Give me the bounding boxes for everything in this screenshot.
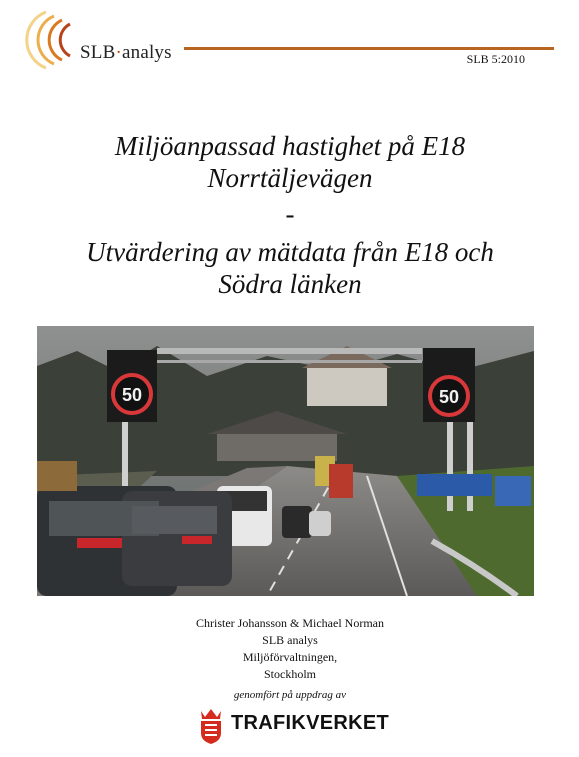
logo-suffix: analys: [121, 42, 172, 63]
title-line-2: Norrtäljevägen: [207, 163, 373, 193]
crown-shield-icon: [196, 705, 226, 745]
subtitle-line-2: Södra länken: [218, 269, 362, 299]
title-line-1: Miljöanpassad hastighet på E18: [114, 131, 466, 161]
logo-separator: ·: [115, 42, 122, 63]
slb-arcs-icon: [24, 8, 84, 72]
speed-sign-left: 50: [121, 385, 143, 405]
trafikverket-logo: [196, 705, 396, 745]
header-rule: [184, 47, 554, 50]
logo-wordmark: [80, 42, 172, 64]
authors: Christer Johansson & Michael Norman: [196, 616, 384, 630]
subtitle-line-1: Utvärdering av mätdata från E18 och: [86, 237, 494, 267]
speed-sign-right: 50: [438, 387, 460, 407]
credits: [80, 615, 500, 704]
title-separator: -: [285, 199, 295, 229]
highway-photo-illustration: [37, 326, 534, 596]
city: Stockholm: [263, 667, 316, 681]
cover-photo: [37, 326, 534, 596]
department: Miljöförvaltningen,: [242, 650, 338, 664]
report-id: SLB 5:2010: [466, 52, 525, 66]
commission-note: genomfört på uppdrag av: [233, 689, 347, 701]
sponsor-name: TRAFIKVERKET: [231, 712, 390, 734]
organization: SLB analys: [262, 633, 318, 647]
document-title: [40, 130, 540, 300]
slb-logo: [24, 8, 194, 72]
logo-name: SLB: [80, 42, 116, 63]
